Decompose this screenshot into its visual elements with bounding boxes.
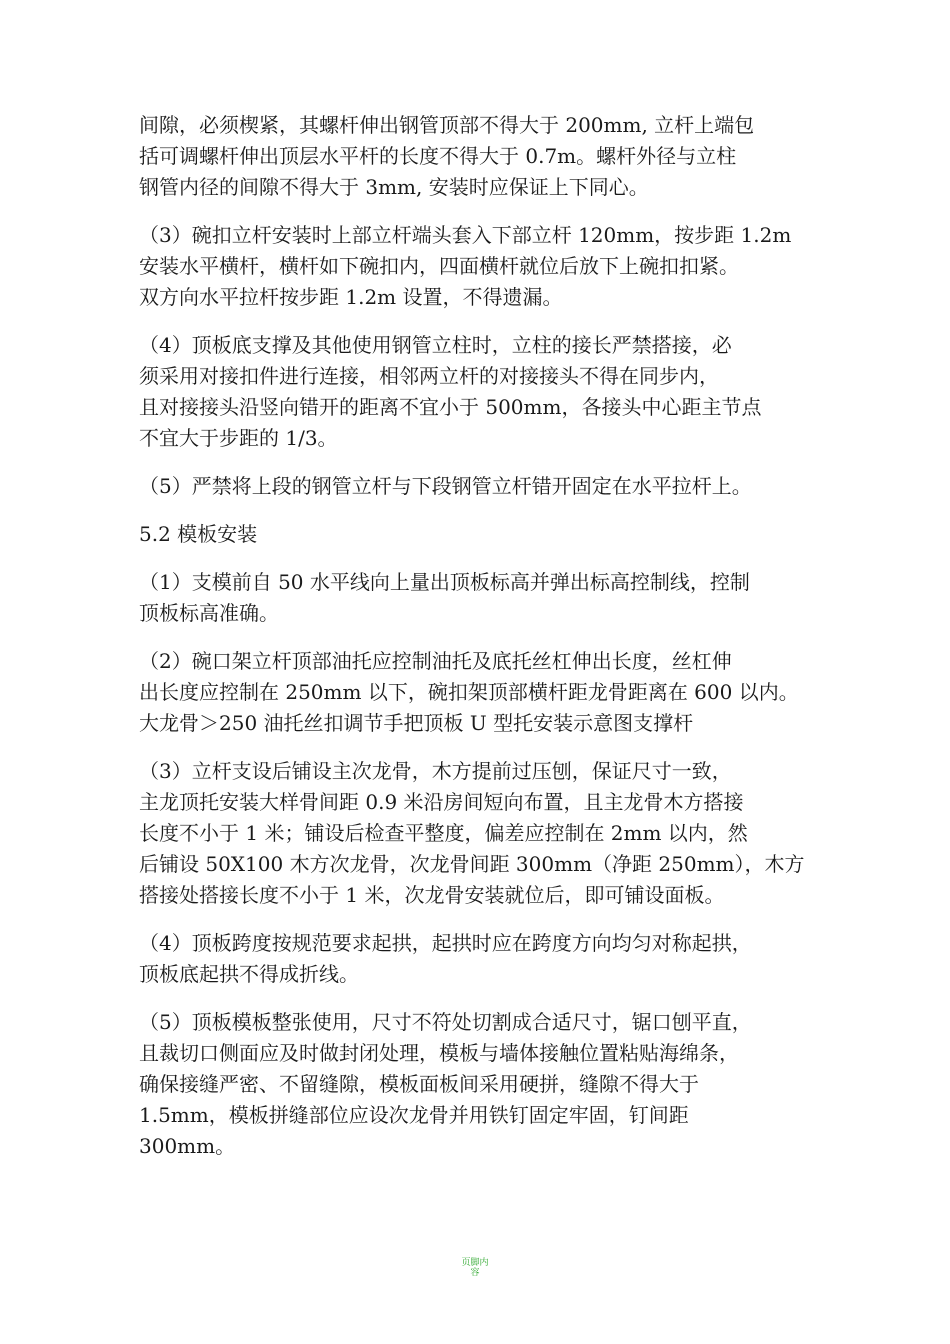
paragraph-formwork-2: （2）碗口架立杆顶部油托应控制油托及底托丝杠伸出长度，丝杠伸 出长度应控制在 250mm 以下，碗扣架顶部横杆距龙骨距离在 600 以内。 大龙骨＞250 油托丝扣调节手把顶板 U 型托安装示意图支撑杆	[139, 649, 799, 735]
paragraph-formwork-1: （1）支模前自 50 水平线向上量出顶板标高并弹出标高控制线，控制 顶板标高准确。	[139, 570, 750, 625]
paragraph-formwork-5: （5）顶板模板整张使用，尺寸不符处切割成合适尺寸，锯口刨平直， 且裁切口侧面应及时做封闭处理，模板与墙体接触位置粘贴海绵条， 确保接缝严密、不留缝隙，模板面板间采用硬拼，缝隙不得大于 1.5mm，模板拼缝部位应设次龙骨并用铁钉固定牢固，钉间距 300mm。	[139, 1010, 752, 1158]
document-body	[139, 110, 819, 1179]
section-heading: 5.2 模板安装	[139, 522, 258, 546]
paragraph-formwork-4: （4）顶板跨度按规范要求起拱，起拱时应在跨度方向均匀对称起拱， 顶板底起拱不得成折线。	[139, 931, 752, 986]
paragraph-formwork-3: （3）立杆支设后铺设主次龙骨，木方提前过压刨，保证尺寸一致， 主龙顶托安装大样骨间距 0.9 米沿房间短向布置，且主龙骨木方搭接 长度不小于 1 米；铺设后检查平整度，偏差应控制在 2mm 以内，然 后铺设 50X100 木方次龙骨，次龙骨间距 300mm（净距 250mm），木方 搭接处搭接长度不小于 1 米，次龙骨安装就位后，即可铺设面板。	[139, 759, 805, 907]
footer-text: 页脚内容	[461, 1258, 489, 1278]
paragraph-continuation: 间隙，必须楔紧，其螺杆伸出钢管顶部不得大于 200mm, 立杆上端包 括可调螺杆伸出顶层水平杆的长度不得大于 0.7m。螺杆外径与立柱 钢管内径的间隙不得大于 3mm, 安装时应保证上下同心。	[139, 113, 755, 199]
page-footer	[0, 1258, 950, 1278]
paragraph-item-4: （4）顶板底支撑及其他使用钢管立柱时，立柱的接长严禁搭接，必 须采用对接扣件进行连接，相邻两立杆的对接接头不得在同步内， 且对接接头沿竖向错开的距离不宜小于 500mm，各接头中心距主节点 不宜大于步距的 1/3。	[139, 333, 762, 450]
paragraph-item-3: （3）碗扣立杆安装时上部立杆端头套入下部立杆 120mm，按步距 1.2m 安装水平横杆，横杆如下碗扣内，四面横杆就位后放下上碗扣扣紧。 双方向水平拉杆按步距 1.2m 设置，不得遗漏。	[139, 223, 792, 309]
paragraph-item-5: （5）严禁将上段的钢管立杆与下段钢管立杆错开固定在水平拉杆上。	[139, 474, 752, 498]
